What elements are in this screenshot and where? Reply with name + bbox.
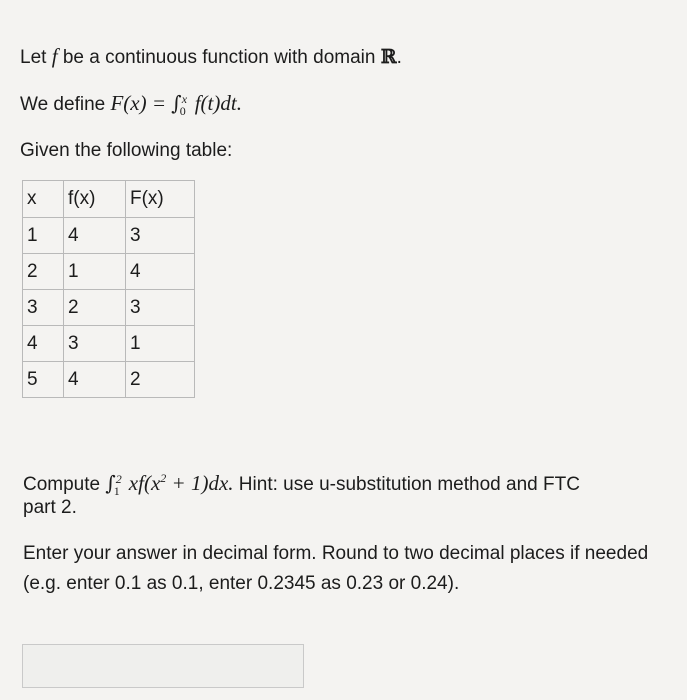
header-x: x [23, 181, 64, 218]
instruction-line-2: (e.g. enter 0.1 as 0.1, enter 0.2345 as 0.23 or 0.24). [23, 573, 460, 594]
header-Fx: F(x) [126, 181, 195, 218]
header-fx: f(x) [64, 181, 126, 218]
real-numbers-symbol: ℝ [380, 46, 397, 68]
definition-formula: F(x) = ∫ x 0 f(t)dt. [110, 91, 242, 119]
values-table [22, 180, 195, 398]
table-row: 3 2 3 [23, 290, 195, 326]
table-row: 5 4 2 [23, 362, 195, 398]
table-row: 1 4 3 [23, 218, 195, 254]
answer-input[interactable] [22, 644, 304, 688]
f-symbol: f [51, 44, 58, 68]
table-header-row [23, 181, 195, 218]
given-text: Given the following table: [20, 140, 233, 161]
table-row: 2 1 4 [23, 254, 195, 290]
question-integral: ∫ 2 1 $xf(x^2 + 1)dx$. [105, 471, 234, 499]
question-line: Compute ∫ 2 1 $xf(x^2 + 1)dx$. Hint: use u-substitution method and FTC [23, 471, 580, 499]
table-row: 4 3 1 [23, 326, 195, 362]
instruction-line-1: Enter your answer in decimal form. Round to two decimal places if needed [23, 543, 649, 564]
integral-symbol: ∫ [171, 91, 182, 115]
integral-symbol: ∫ [105, 471, 116, 495]
hint-line-2: part 2. [23, 497, 77, 518]
intro-line: Let f be a continuous function with domain ℝ. [20, 44, 402, 68]
definition-line: We define F(x) = ∫ x 0 f(t)dt. [20, 91, 242, 119]
